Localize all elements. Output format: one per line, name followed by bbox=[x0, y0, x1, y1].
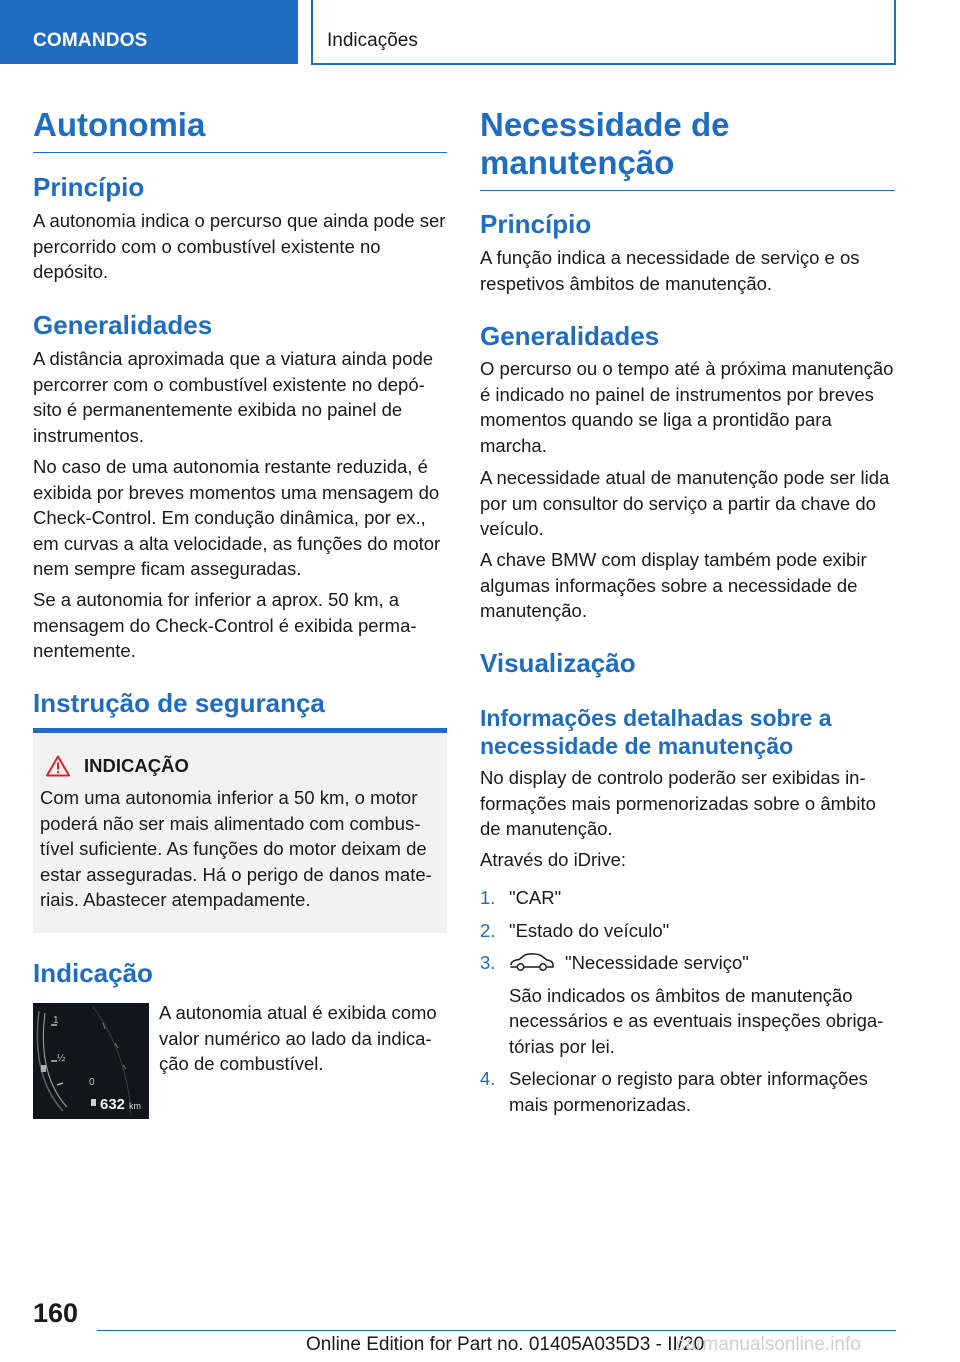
range-value: 632 bbox=[100, 1096, 126, 1113]
warning-triangle-icon bbox=[46, 755, 70, 777]
visualizacao-heading: Visualização bbox=[480, 648, 636, 678]
header-chapter-tab: Indicações bbox=[311, 0, 896, 65]
autonomia-principio-text: A autonomia indica o percurso que ainda pode ser percorrido com o combustível existente no depósito. bbox=[33, 210, 446, 282]
watermark: carmanualsonline.info bbox=[676, 1334, 861, 1355]
manutencao-principio-text: A função indica a necessidade de serviço e os respetivos âmbitos de manutenção. bbox=[480, 247, 860, 294]
autonomia-generalidades-heading: Generalidades bbox=[33, 310, 213, 340]
gauge-scale-full: 1 bbox=[53, 1015, 59, 1026]
step-text: "Estado do veículo" bbox=[509, 919, 670, 941]
step-number: 3. bbox=[480, 952, 496, 973]
step-number: 2. bbox=[480, 919, 496, 941]
instrument-display-image bbox=[33, 1003, 149, 1119]
manutencao-generalidades-p1: O percurso ou o tempo até à próxima manutenção é indicado no painel de instrumentos por breves momentos quando se liga a prontidão para marcha. bbox=[480, 358, 894, 456]
warning-title: INDICAÇÃO bbox=[84, 755, 189, 776]
list-item bbox=[480, 918, 895, 944]
gauge-scale-half: ½ bbox=[57, 1053, 66, 1064]
idrive-text: Através do iDrive: bbox=[480, 849, 626, 870]
step3-note: São indicados os âmbitos de manutenção necessários e as eventuais inspeções obrigatórias por lei. bbox=[509, 984, 884, 1057]
info-heading: Informações detalhadas sobre a necessidade de manutenção bbox=[480, 705, 832, 759]
gauge-scale-empty: 0 bbox=[89, 1077, 95, 1088]
indicacao-heading: Indicação bbox=[33, 958, 153, 988]
manutencao-generalidades-p3: A chave BMW com display também pode exibir algumas informações sobre a necessidade de manutenção. bbox=[480, 549, 867, 621]
footer-divider bbox=[97, 1330, 896, 1331]
list-item bbox=[480, 1066, 895, 1117]
autonomia-generalidades-p3: Se a autonomia for inferior a aprox. 50 km, a mensagem do Check-Control é exibida permanentemente. bbox=[33, 589, 417, 661]
footer-edition: Online Edition for Part no. 01405A035D3 - II/20 bbox=[306, 1334, 705, 1355]
step-number: 4. bbox=[480, 1068, 496, 1089]
warning-box bbox=[33, 728, 447, 933]
list-item bbox=[480, 885, 895, 911]
step-text: Selecionar o registo para obter informações mais pormenorizadas. bbox=[509, 1068, 868, 1115]
indicacao-text: A autonomia atual é exibida como valor numérico ao lado da indicação de combustível. bbox=[159, 1002, 437, 1074]
autonomia-generalidades-p1: A distância aproximada que a viatura ainda pode percorrer com o combustível existente no depósito é permanentemente exibida no painel de instrumentos. bbox=[33, 348, 434, 446]
list-item bbox=[480, 950, 895, 1059]
page-number: 160 bbox=[33, 1298, 79, 1328]
manutencao-generalidades-p2: A necessidade atual de manutenção pode ser lida por um consultor do serviço a partir da chave do veículo. bbox=[480, 467, 890, 539]
step-number: 1. bbox=[480, 887, 496, 908]
manutencao-title: Necessidade de manutenção bbox=[480, 106, 895, 191]
manutencao-generalidades-heading: Generalidades bbox=[480, 321, 660, 351]
step-text: "CAR" bbox=[509, 887, 562, 908]
info-text: No display de controlo poderão ser exibidas informações mais pormenorizadas sobre o âmbito de manutenção. bbox=[480, 767, 876, 839]
step-text: "Necessidade serviço" bbox=[565, 952, 749, 973]
header-section-tab: COMANDOS bbox=[0, 0, 298, 64]
autonomia-generalidades-p2: No caso de uma autonomia restante reduzida, é exibida por breves momentos uma mensagem do Check-Control. Em condução dinâmica, por ex., em curvas a alta velocidade, as funções do motor nem sempre ficam asseguradas. bbox=[33, 456, 441, 579]
safety-heading: Instrução de segurança bbox=[33, 688, 325, 718]
range-unit: km bbox=[129, 1101, 141, 1111]
warning-title-row bbox=[40, 755, 439, 777]
idrive-steps-list bbox=[480, 885, 895, 1124]
manutencao-principio-heading: Princípio bbox=[480, 209, 592, 239]
autonomia-title: Autonomia bbox=[33, 106, 447, 153]
car-icon bbox=[509, 952, 555, 972]
warning-text: Com uma autonomia inferior a 50 km, o motor poderá não ser mais alimentado com combustível suficiente. As funções do motor deixam de estar asseguradas. Há o perigo de danos materiais. Abastecer atempadamente. bbox=[40, 787, 432, 910]
autonomia-principio-heading: Princípio bbox=[33, 172, 145, 202]
